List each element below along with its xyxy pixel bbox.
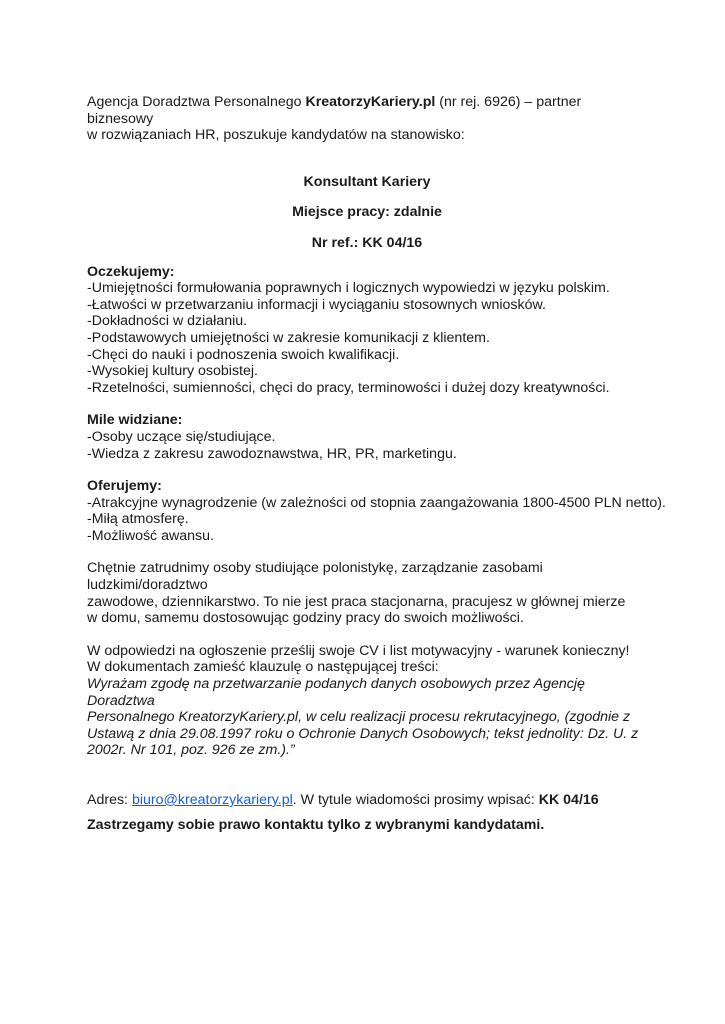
address-label: Adres:: [87, 792, 132, 808]
consent-clause-line: Personalnego KreatorzyKariery.pl, w celu realizacji procesu rekrutacyjnego, (zgodnie z: [87, 709, 631, 726]
list-item: -Dokładności w działaniu.: [87, 313, 248, 330]
list-item: -Wysokiej kultury osobistej.: [87, 363, 258, 380]
list-item: -Atrakcyjne wynagrodzenie (w zależności od stopnia zaangażowania 1800-4500 PLN netto).: [87, 494, 666, 511]
list-item: -Podstawowych umiejętności w zakresie komunikacji z klientem.: [87, 329, 490, 346]
list-item: -Rzetelności, sumienności, chęci do pracy, terminowości i dużej dozy kreatywności.: [87, 379, 610, 396]
nice-to-have-heading: Mile widziane:: [87, 412, 183, 429]
consent-clause-line: Wyrażam zgodę na przetwarzanie podanych danych osobowych przez Agencję Doradztwa: [87, 676, 585, 709]
contact-line: [87, 792, 647, 809]
list-item: -Umiejętności formułowania poprawnych i logicznych wypowiedzi w języku polskim.: [87, 280, 610, 297]
subject-ref: KK 04/16: [538, 792, 599, 808]
list-item: -Możliwość awansu.: [87, 527, 214, 544]
intro-line-2: w rozwiązaniach HR, poszukuje kandydatów na stanowisko:: [87, 127, 465, 144]
list-item: -Chęci do nauki i podnoszenia swoich kwalifikacji.: [87, 346, 400, 363]
company-name: KreatorzyKariery.pl: [305, 94, 436, 110]
students-line: zawodowe, dziennikarstwo. To nie jest praca stacjonarna, pracujesz w głównej mierze: [87, 593, 626, 610]
position-ref: Nr ref.: KK 04/16: [311, 234, 423, 251]
consent-clause-line: 2002r. Nr 101, poz. 926 ze zm.).”: [87, 742, 295, 759]
disclaimer: Zastrzegamy sobie prawo kontaktu tylko z wybranymi kandydatami.: [87, 816, 545, 833]
expectations-heading: Oczekujemy:: [87, 263, 175, 280]
list-item: -Miłą atmosferę.: [87, 511, 189, 528]
consent-clause-line: Ustawą z dnia 29.08.1997 roku o Ochronie Danych Osobowych; tekst jednolity: Dz. U. z: [87, 725, 639, 742]
offer-heading: Oferujemy:: [87, 478, 162, 495]
application-line-2: W dokumentach zamieść klauzulę o następującej treści:: [87, 659, 439, 676]
application-paragraph: [87, 643, 647, 759]
students-paragraph: [87, 560, 647, 626]
students-line: Chętnie zatrudnimy osoby studiujące polonistykę, zarządzanie zasobami ludzkimi/doradztwo: [87, 560, 543, 594]
intro-prefix: Agencja Doradztwa Personalnego: [87, 94, 306, 110]
position-title: Konsultant Kariery: [303, 173, 431, 190]
job-posting-document: [87, 94, 666, 833]
application-line-1: W odpowiedzi na ogłoszenie prześlij swoje CV i list motywacyjny - warunek konieczny!: [87, 642, 630, 659]
intro-paragraph: [87, 94, 647, 144]
list-item: -Osoby uczące się/studiujące.: [87, 428, 276, 445]
list-item: -Wiedza z zakresu zawodoznawstwa, HR, PR, marketingu.: [87, 445, 457, 462]
subject-instruction: . W tytule wiadomości prosimy wpisać:: [292, 792, 539, 808]
intro-suffix: (nr rej. 6926) – partner biznesowy: [87, 94, 582, 127]
list-item: -Łatwości w przetwarzaniu informacji i wyciąganiu stosownych wniosków.: [87, 296, 546, 313]
email-link[interactable]: biuro@kreatorzykariery.pl: [131, 792, 293, 808]
expectations-section: [87, 264, 647, 397]
position-location: Miejsce pracy: zdalnie: [292, 204, 442, 221]
students-line: w domu, samemu dostosowując godziny pracy do swoich możliwości.: [87, 610, 524, 627]
offer-section: [87, 478, 666, 544]
nice-to-have-section: [87, 412, 647, 462]
